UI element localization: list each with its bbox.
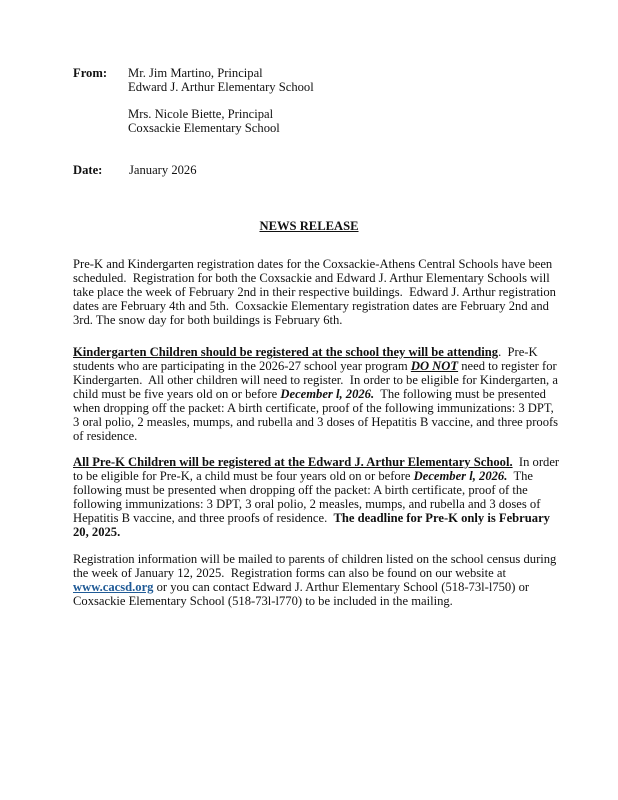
paragraph-registration-info	[73, 552, 573, 608]
kindergarten-cutoff-date: December l, 2026.	[280, 387, 375, 401]
prek-heading: All Pre-K Children will be registered at the Edward J. Arthur Elementary School.	[73, 455, 513, 469]
prek-cutoff-date: December l, 2026.	[413, 469, 508, 483]
page-title: NEWS RELEASE	[259, 219, 359, 233]
text: . Pre-K students who are participating in the 2026-27 school year program	[73, 345, 538, 373]
paragraph-kindergarten	[73, 345, 573, 443]
sender-2-school: Coxsackie Elementary School	[128, 121, 280, 135]
date-value: January 2026	[129, 163, 197, 177]
kindergarten-heading: Kindergarten Children should be registered at the school they will be attending	[73, 345, 499, 359]
text: The following must be presented when dropping off the packet: A birth certificate, proof of the following immunizations: 3 DPT, 3 oral polio, 2 measles, mumps, and rubella and 3 doses of Hepatitis B vaccine, and three proofs of residence.	[73, 387, 559, 443]
text: Registration information will be mailed to parents of children listed on the school census during the week of January 12, 2025. Registration forms can also be found on our website at	[73, 552, 557, 580]
text: need to register for Kindergarten. All other children will need to register. In order to be eligible for Kindergarten, a child must be five years old on or before	[73, 359, 558, 401]
text: or you can contact Edward J. Arthur Elementary School (518-73l-l750) or Coxsackie Elementary School (518-73l-l770) to be included in the mailing.	[73, 580, 530, 608]
website-link[interactable]: www.cacsd.org	[73, 580, 154, 594]
sender-2-name: Mrs. Nicole Biette, Principal	[128, 107, 274, 121]
text: The following must be presented when dropping off the packet: A birth certificate, proof of the following immunizations: 3 DPT, 3 oral polio, 2 measles, mumps, and rubella and 3 doses of Hepatitis B vaccine, and three proofs of residence.	[73, 469, 541, 525]
sender-1-school: Edward J. Arthur Elementary School	[128, 80, 314, 94]
date-label: Date:	[73, 163, 103, 177]
do-not-emphasis: DO NOT	[410, 359, 459, 373]
prek-deadline: The deadline for Pre-K only is February 20, 2025.	[73, 511, 550, 539]
paragraph-prek	[73, 455, 573, 539]
from-label: From:	[73, 66, 108, 80]
sender-1-name: Mr. Jim Martino, Principal	[128, 66, 263, 80]
text: In order to be eligible for Pre-K, a child must be four years old on or before	[73, 455, 560, 483]
paragraph-intro: Pre-K and Kindergarten registration dates for the Coxsackie-Athens Central Schools have been scheduled. Registration for both the Coxsackie and Edward J. Arthur Elementary Schools will take place the week of February 2nd in their respective buildings. Edward J. Arthur registration dates are February 4th and 5th. Coxsackie Elementary registration dates are February 2nd and 3rd. The snow day for both buildings is February 6th.	[73, 257, 556, 327]
